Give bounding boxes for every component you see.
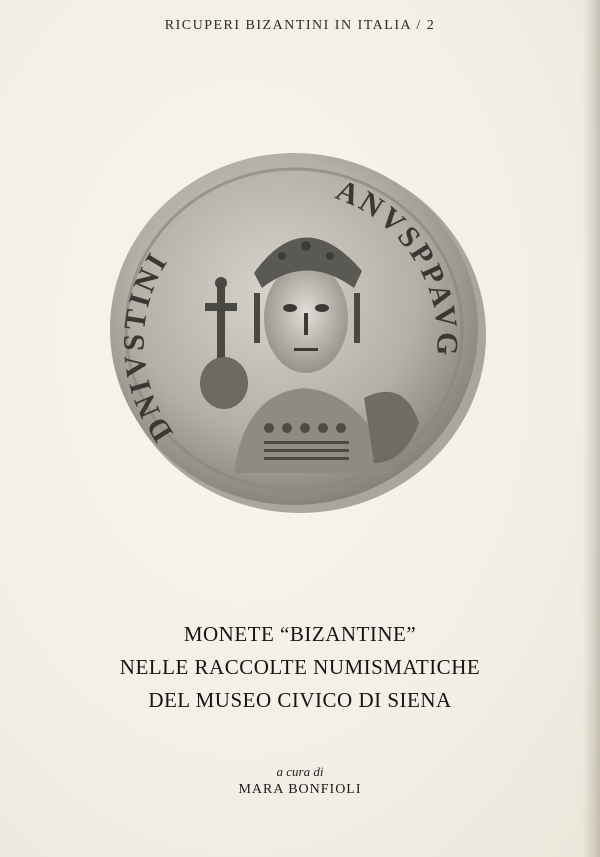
page-edge-shadow: [582, 0, 600, 857]
book-title: [0, 618, 600, 717]
pendilia-right: [354, 293, 360, 343]
coin-inscription-left: DNIVSTINI: [117, 245, 180, 448]
hand-shape: [200, 357, 248, 409]
editor-name: MARA BONFIOLI: [238, 782, 362, 797]
coin-image: [104, 143, 488, 517]
title-line-2: NELLE RACCOLTE NUMISMATICHE: [119, 655, 481, 679]
series-title: RICUPERI BIZANTINI IN ITALIA / 2: [164, 18, 436, 33]
title-line-1: MONETE “BIZANTINE”: [183, 622, 417, 646]
coin-inscription-right: ANVSPPAVG: [331, 173, 464, 360]
editor-label: a cura di: [276, 764, 324, 779]
title-line-3: DEL MUSEO CIVICO DI SIENA: [148, 688, 452, 712]
pendilia-left: [254, 293, 260, 343]
